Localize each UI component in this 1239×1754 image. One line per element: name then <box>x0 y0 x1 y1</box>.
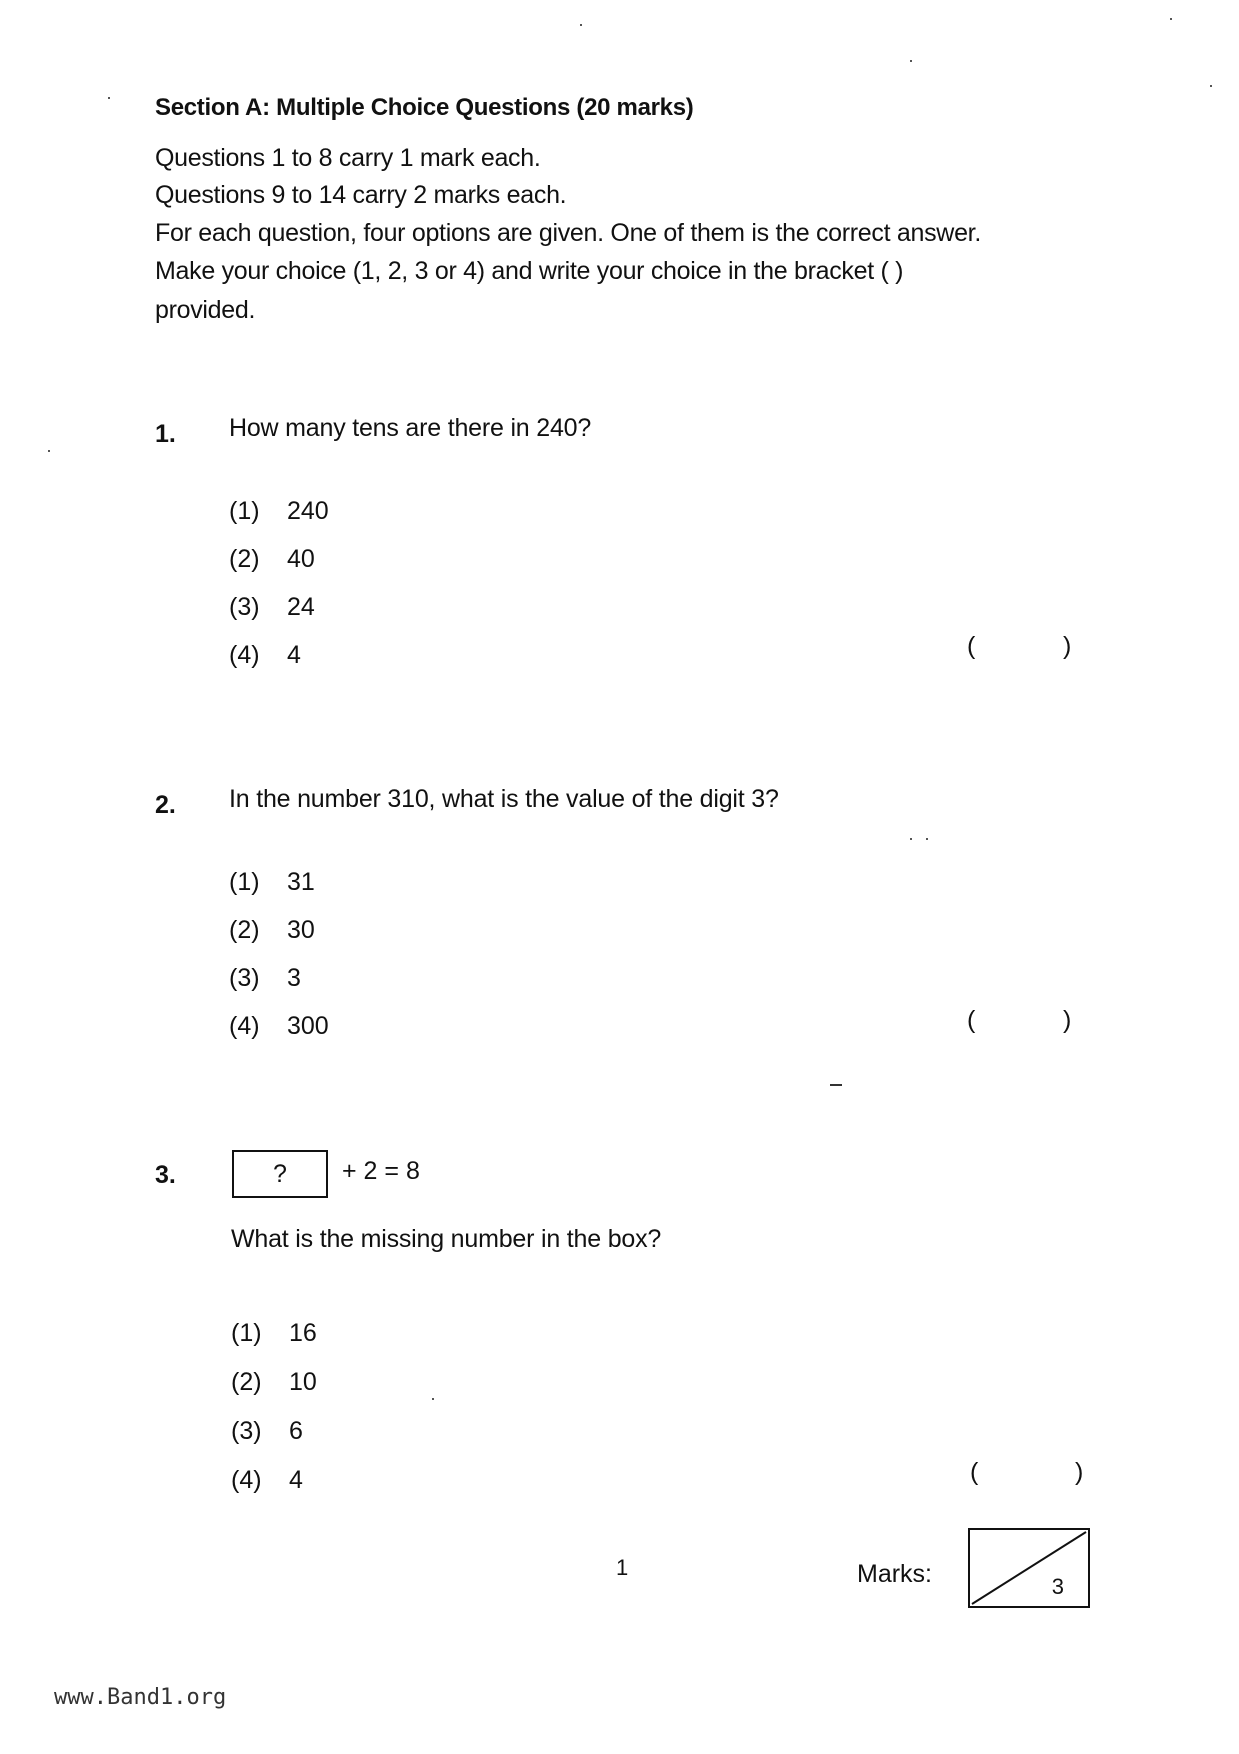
section-title: Section A: Multiple Choice Questions (20 marks) <box>155 94 694 121</box>
option-value: 4 <box>289 1466 303 1494</box>
question-1-option-4 <box>229 641 301 670</box>
option-value: 4 <box>287 641 301 669</box>
question-1-option-1 <box>229 497 329 526</box>
answer-bracket-close-1: ) <box>1063 632 1072 660</box>
marks-box <box>968 1528 1090 1608</box>
scan-speck <box>108 97 110 99</box>
question-3-option-1 <box>231 1319 317 1348</box>
missing-number-box <box>232 1150 328 1198</box>
question-2-text: In the number 310, what is the value of the digit 3? <box>229 785 779 813</box>
scan-speck <box>580 24 582 26</box>
answer-bracket-open-2: ( <box>967 1006 976 1034</box>
option-value: 3 <box>287 964 301 992</box>
scan-speck <box>1210 85 1212 87</box>
question-1-option-2 <box>229 545 315 574</box>
option-value: 40 <box>287 545 315 573</box>
marks-diagonal-line <box>970 1530 1088 1606</box>
answer-bracket-close-3: ) <box>1075 1458 1084 1486</box>
question-3-number: 3. <box>155 1161 176 1189</box>
footer-website: www.Band1.org <box>54 1685 227 1710</box>
option-label: (3) <box>229 964 260 992</box>
page-number: 1 <box>616 1555 629 1580</box>
option-value: 31 <box>287 868 315 896</box>
answer-bracket-open-3: ( <box>970 1458 979 1486</box>
question-3-equation: + 2 = 8 <box>342 1157 420 1185</box>
option-label: (1) <box>229 868 260 896</box>
option-label: (1) <box>229 497 260 525</box>
option-label: (4) <box>229 641 260 669</box>
option-value: 16 <box>289 1319 317 1347</box>
instruction-line-1: Questions 1 to 8 carry 1 mark each. <box>155 144 541 172</box>
question-2-option-2 <box>229 916 315 945</box>
scan-speck <box>926 838 928 840</box>
question-1-number: 1. <box>155 420 176 448</box>
option-label: (3) <box>229 593 260 621</box>
question-2-option-3 <box>229 964 301 993</box>
option-label: (4) <box>229 1012 260 1040</box>
scan-speck <box>1170 18 1172 20</box>
question-2-option-1 <box>229 868 315 897</box>
answer-bracket-open-1: ( <box>967 632 976 660</box>
marks-label: Marks: <box>857 1560 932 1588</box>
instruction-line-4: Make your choice (1, 2, 3 or 4) and write your choice in the bracket ( ) <box>155 257 904 285</box>
instruction-line-2: Questions 9 to 14 carry 2 marks each. <box>155 181 567 209</box>
option-value: 240 <box>287 497 329 525</box>
scan-mark <box>830 1084 842 1086</box>
question-1-option-3 <box>229 593 315 622</box>
scan-speck <box>432 1398 434 1400</box>
answer-bracket-close-2: ) <box>1063 1006 1072 1034</box>
missing-number-symbol: ? <box>273 1160 287 1188</box>
instruction-line-3: For each question, four options are given. One of them is the correct answer. <box>155 219 981 247</box>
option-value: 6 <box>289 1417 303 1445</box>
option-label: (3) <box>231 1417 262 1445</box>
question-1-text: How many tens are there in 240? <box>229 414 592 442</box>
question-2-option-4 <box>229 1012 329 1041</box>
option-label: (2) <box>231 1368 262 1396</box>
question-3-option-2 <box>231 1368 317 1397</box>
question-2-number: 2. <box>155 791 176 819</box>
option-value: 300 <box>287 1012 329 1040</box>
option-label: (2) <box>229 916 260 944</box>
option-value: 10 <box>289 1368 317 1396</box>
instruction-line-5: provided. <box>155 296 256 324</box>
scan-speck <box>910 60 912 62</box>
question-3-option-3 <box>231 1417 303 1446</box>
question-3-text: What is the missing number in the box? <box>231 1225 662 1253</box>
marks-total: 3 <box>1051 1574 1064 1599</box>
option-label: (1) <box>231 1319 262 1347</box>
option-label: (4) <box>231 1466 262 1494</box>
scan-speck <box>48 450 50 452</box>
option-value: 30 <box>287 916 315 944</box>
scan-speck <box>910 838 912 840</box>
option-label: (2) <box>229 545 260 573</box>
question-3-option-4 <box>231 1466 303 1495</box>
option-value: 24 <box>287 593 315 621</box>
